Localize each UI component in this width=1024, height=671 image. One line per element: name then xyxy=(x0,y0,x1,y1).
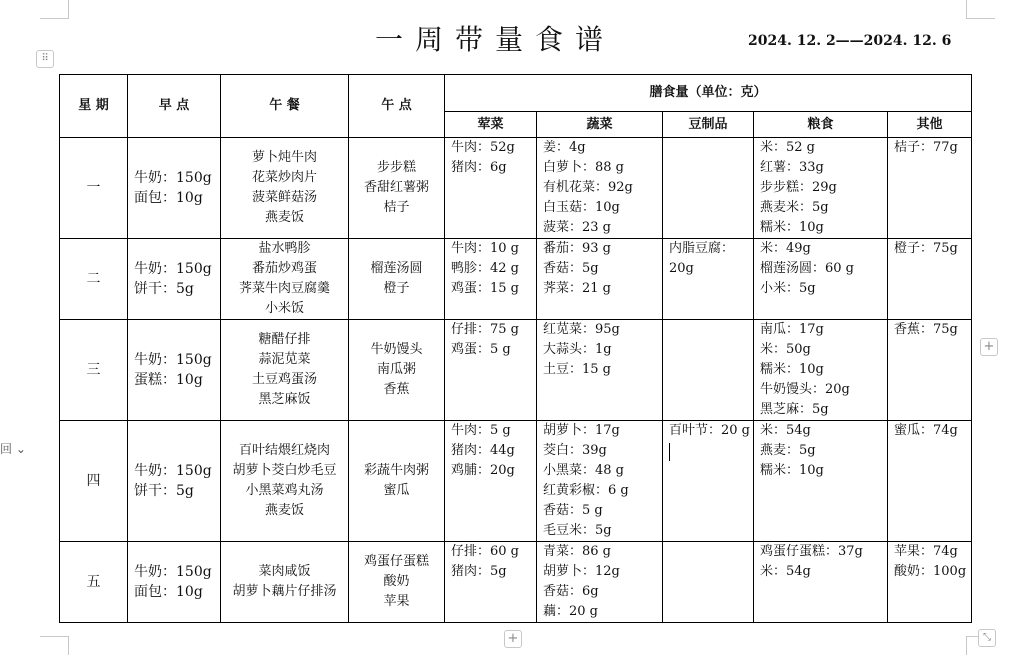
add-column-icon[interactable]: + xyxy=(980,338,998,356)
table-row xyxy=(60,542,972,623)
veg-cell[interactable] xyxy=(537,320,663,421)
weekday-cell[interactable] xyxy=(60,138,128,239)
add-row-icon[interactable]: + xyxy=(504,630,522,648)
cell-line: 南瓜：17g xyxy=(760,322,824,337)
cell-line: 小米：5g xyxy=(760,281,816,296)
cell-line: 内脂豆腐： xyxy=(669,241,735,256)
cell-line: 牛奶：150g xyxy=(134,463,212,479)
cell-text: 一 xyxy=(86,180,101,196)
weekday-cell[interactable] xyxy=(60,542,128,623)
grain-cell[interactable] xyxy=(754,542,888,623)
cell-line: 蛋糕：10g xyxy=(134,372,203,388)
cell-line: 榴莲汤圆：60 g xyxy=(760,261,854,276)
cell-line: 黑芝麻：5g xyxy=(760,402,829,417)
cell-line: 萝卜炖牛肉 xyxy=(251,150,317,165)
snack-cell[interactable] xyxy=(349,320,445,421)
cell-line: 燕麦米：5g xyxy=(760,200,829,215)
header-weekday: 星 期 xyxy=(60,75,128,138)
cell-line: 鸡蛋仔蛋糕 xyxy=(363,554,429,569)
cell-line: 燕麦饭 xyxy=(264,503,304,518)
table-row xyxy=(60,239,972,320)
cell-line: 毛豆米：5g xyxy=(543,523,612,538)
breakfast-cell[interactable] xyxy=(128,138,221,239)
cell-line: 燕麦：5g xyxy=(760,443,816,458)
snack-cell[interactable] xyxy=(349,421,445,542)
cell-line: 花菜炒肉片 xyxy=(251,170,317,185)
cell-line: 牛奶馒头 xyxy=(370,342,423,357)
cell-line: 土豆鸡蛋汤 xyxy=(251,372,317,387)
cell-line: 米：52 g xyxy=(760,140,815,155)
veg-cell[interactable] xyxy=(537,138,663,239)
breakfast-cell[interactable] xyxy=(128,239,221,320)
header-soy: 豆制品 xyxy=(663,112,754,138)
cell-line: 小米饭 xyxy=(264,301,304,316)
other-cell[interactable] xyxy=(888,421,972,542)
table-row xyxy=(60,138,972,239)
cell-line: 面包：10g xyxy=(134,190,203,206)
cell-line: 牛肉：52g xyxy=(451,140,515,155)
header-breakfast: 早 点 xyxy=(128,75,221,138)
text-cursor xyxy=(669,443,670,461)
cell-line: 姜：4g xyxy=(543,140,586,155)
cell-line: 牛奶：150g xyxy=(134,564,212,580)
cell-line: 菠菜：23 g xyxy=(543,220,611,235)
cell-line: 荠菜：21 g xyxy=(543,281,611,296)
cell-line: 苹果 xyxy=(383,594,410,609)
header-veg: 蔬菜 xyxy=(537,112,663,138)
paragraph-style-widget[interactable]: 回 ⌄ xyxy=(0,442,26,456)
meat-cell[interactable] xyxy=(445,421,537,542)
cell-line: 燕麦饭 xyxy=(264,210,304,225)
cell-line: 胡萝卜：12g xyxy=(543,564,620,579)
cell-text: 三 xyxy=(86,362,101,378)
cell-line: 土豆：15 g xyxy=(543,362,611,377)
cell-line: 桔子：77g xyxy=(894,140,958,155)
weekday-cell[interactable] xyxy=(60,320,128,421)
cell-line: 20g xyxy=(669,261,694,276)
cell-line: 牛奶：150g xyxy=(134,170,212,186)
breakfast-cell[interactable] xyxy=(128,421,221,542)
meat-cell[interactable] xyxy=(445,239,537,320)
meat-cell[interactable] xyxy=(445,320,537,421)
cell-line: 牛奶馒头：20g xyxy=(760,382,850,397)
cell-line: 苹果：74g xyxy=(894,544,958,559)
snack-cell[interactable] xyxy=(349,542,445,623)
cell-line: 香菇：6g xyxy=(543,584,599,599)
weekday-cell[interactable] xyxy=(60,421,128,542)
cell-line: 蒜泥苋菜 xyxy=(258,352,311,367)
cell-text: 五 xyxy=(86,574,101,590)
table-resize-icon[interactable]: ⤡ xyxy=(978,629,996,647)
cell-line: 番茄：93 g xyxy=(543,241,611,256)
lunch-cell[interactable] xyxy=(221,542,349,623)
cell-line: 糖醋仔排 xyxy=(258,332,311,347)
other-cell[interactable] xyxy=(888,239,972,320)
header-grain: 粮食 xyxy=(754,112,888,138)
soy-cell[interactable] xyxy=(663,239,754,320)
cell-line: 猪肉：5g xyxy=(451,564,507,579)
header-meat: 荤菜 xyxy=(445,112,537,138)
snack-cell[interactable] xyxy=(349,138,445,239)
cell-line: 菜肉咸饭 xyxy=(258,564,311,579)
cell-line: 黑芝麻饭 xyxy=(258,392,311,407)
header-lunch: 午 餐 xyxy=(221,75,349,138)
cell-line: 面包：10g xyxy=(134,584,203,600)
snack-cell[interactable] xyxy=(349,239,445,320)
cell-line: 蜜瓜：74g xyxy=(894,423,958,438)
veg-cell[interactable] xyxy=(537,542,663,623)
cell-line: 桔子 xyxy=(383,200,410,215)
cell-line: 酸奶 xyxy=(383,574,410,589)
soy-cell[interactable] xyxy=(663,421,754,542)
cell-line: 小黑菜：48 g xyxy=(543,463,624,478)
cell-line: 香蕉 xyxy=(383,382,410,397)
cell-text: 二 xyxy=(86,271,101,287)
cell-line: 荠菜牛肉豆腐羹 xyxy=(238,281,330,296)
cell-line: 鸭胗：42 g xyxy=(451,261,519,276)
soy-cell[interactable] xyxy=(663,320,754,421)
page-corner-mark-top-left xyxy=(40,0,69,19)
cell-line: 青菜：86 g xyxy=(543,544,611,559)
table-row xyxy=(60,320,972,421)
cell-line: 菠菜鲜菇汤 xyxy=(251,190,317,205)
cell-line: 香甜红薯粥 xyxy=(363,180,429,195)
lunch-cell[interactable] xyxy=(221,138,349,239)
cell-line: 鸡脯：20g xyxy=(451,463,515,478)
grain-cell[interactable] xyxy=(754,138,888,239)
cell-line: 牛奶：150g xyxy=(134,261,212,277)
page-title: 一周带量食谱 xyxy=(375,23,616,56)
lunch-cell[interactable] xyxy=(221,421,349,542)
cell-line: 米：49g xyxy=(760,241,811,256)
cell-line: 饼干：5g xyxy=(134,281,194,297)
cell-line: 有机花菜：92g xyxy=(543,180,633,195)
cell-line: 仔排：75 g xyxy=(451,322,519,337)
breakfast-cell[interactable] xyxy=(128,542,221,623)
cell-line: 鸡蛋：5 g xyxy=(451,342,511,357)
page-corner-mark-top-right xyxy=(966,0,995,19)
cell-line: 番茄炒鸡蛋 xyxy=(251,261,317,276)
date-range: 2024. 12. 2——2024. 12. 6 xyxy=(748,33,952,49)
other-cell[interactable] xyxy=(888,542,972,623)
veg-cell[interactable] xyxy=(537,421,663,542)
breakfast-cell[interactable] xyxy=(128,320,221,421)
cell-line: 香菇：5g xyxy=(543,261,599,276)
header-intake: 膳食量（单位：克） xyxy=(445,75,972,112)
cell-line: 酸奶：100g xyxy=(894,564,967,579)
veg-cell[interactable] xyxy=(537,239,663,320)
cell-text: 四 xyxy=(86,473,101,489)
cell-line: 大蒜头：1g xyxy=(543,342,612,357)
cell-line: 百叶节：20 g xyxy=(669,423,750,438)
cell-line: 白萝卜：88 g xyxy=(543,160,624,175)
soy-cell[interactable] xyxy=(663,138,754,239)
cell-line: 藕：20 g xyxy=(543,604,598,619)
grain-cell[interactable] xyxy=(754,421,888,542)
table-row xyxy=(60,421,972,542)
cell-line: 糯米：10g xyxy=(760,220,824,235)
cell-line: 彩蔬牛肉粥 xyxy=(363,463,429,478)
other-cell[interactable] xyxy=(888,320,972,421)
cell-line: 步步糕 xyxy=(376,160,416,175)
header-other: 其他 xyxy=(888,112,972,138)
cell-line: 糯米：10g xyxy=(760,463,824,478)
lunch-cell[interactable] xyxy=(221,239,349,320)
cell-line: 猪肉：44g xyxy=(451,443,515,458)
cell-line: 饼干：5g xyxy=(134,483,194,499)
other-cell[interactable] xyxy=(888,138,972,239)
meat-cell[interactable] xyxy=(445,542,537,623)
cell-line: 小黑菜鸡丸汤 xyxy=(245,483,324,498)
cell-line: 牛肉：5 g xyxy=(451,423,511,438)
cell-line: 榴莲汤圆 xyxy=(370,261,423,276)
cell-line: 香菇：5 g xyxy=(543,503,603,518)
cell-line: 胡萝卜藕片仔排汤 xyxy=(232,584,337,599)
grain-cell[interactable] xyxy=(754,239,888,320)
cell-line: 米：54g xyxy=(760,423,811,438)
lunch-cell[interactable] xyxy=(221,320,349,421)
soy-cell[interactable] xyxy=(663,542,754,623)
cell-line: 米：54g xyxy=(760,564,811,579)
page-corner-mark-bottom-left xyxy=(40,636,69,655)
cell-line: 南瓜粥 xyxy=(376,362,416,377)
cell-line: 橙子 xyxy=(383,281,410,296)
cell-line: 百叶结煨红烧肉 xyxy=(238,443,330,458)
cell-line: 米：50g xyxy=(760,342,811,357)
cell-line: 鸡蛋：15 g xyxy=(451,281,519,296)
cell-line: 白玉菇：10g xyxy=(543,200,620,215)
cell-line: 仔排：60 g xyxy=(451,544,519,559)
cell-line: 蜜瓜 xyxy=(383,483,410,498)
menu-table xyxy=(59,74,972,623)
header-snack: 午 点 xyxy=(349,75,445,138)
grain-cell[interactable] xyxy=(754,320,888,421)
weekday-cell[interactable] xyxy=(60,239,128,320)
table-move-handle-icon[interactable]: ⠿ xyxy=(36,50,54,68)
cell-line: 橙子：75g xyxy=(894,241,958,256)
cell-line: 步步糕：29g xyxy=(760,180,837,195)
cell-line: 茭白：39g xyxy=(543,443,607,458)
cell-line: 猪肉：6g xyxy=(451,160,507,175)
cell-line: 红黄彩椒：6 g xyxy=(543,483,629,498)
cell-line: 红苋菜：95g xyxy=(543,322,620,337)
cell-line: 胡萝卜：17g xyxy=(543,423,620,438)
cell-line: 胡萝卜茭白炒毛豆 xyxy=(232,463,337,478)
cell-line: 牛奶：150g xyxy=(134,352,212,368)
cell-line: 香蕉：75g xyxy=(894,322,958,337)
cell-line: 牛肉：10 g xyxy=(451,241,519,256)
cell-line: 盐水鸭胗 xyxy=(258,241,311,256)
cell-line: 红薯：33g xyxy=(760,160,824,175)
meat-cell[interactable] xyxy=(445,138,537,239)
cell-line: 鸡蛋仔蛋糕：37g xyxy=(760,544,863,559)
cell-line: 糯米：10g xyxy=(760,362,824,377)
